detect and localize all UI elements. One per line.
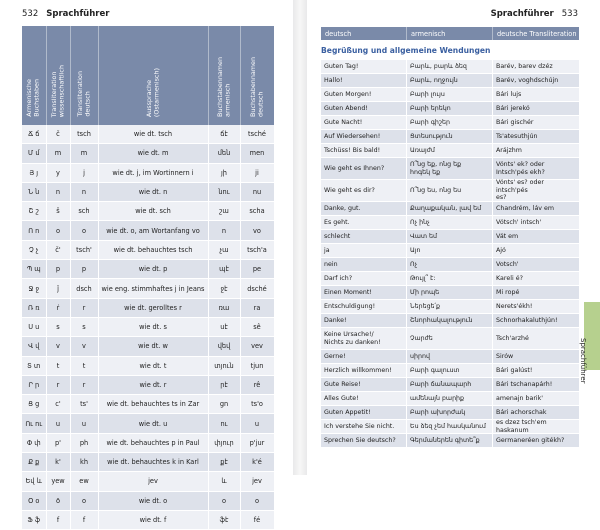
table-row (22, 453, 274, 472)
phrase-cell: Chandrém, láv em (496, 204, 555, 212)
table-cell: սէ (208, 317, 240, 336)
phrase-cell: Բարև, բարև ձեզ (407, 60, 493, 73)
table-row (22, 144, 274, 163)
table-row (22, 260, 274, 279)
col-header: Transliteration deutsch (70, 26, 98, 125)
phrase-cell: Ներեցե՛ք (407, 300, 493, 313)
phrase-cell: Ajó (496, 246, 506, 254)
phrase-cell: Arájzhm (496, 146, 522, 154)
col-header-transliteration: deutsche Transliteration (497, 29, 577, 38)
table-cell: փյուր (208, 433, 240, 452)
table-cell: s (70, 317, 98, 336)
phrase-cell: սիրով (407, 350, 493, 363)
phrase-cell: ամենայն բարիք (407, 392, 493, 405)
table-cell: ջէ (208, 279, 240, 298)
list-item (321, 144, 579, 158)
table-row (22, 240, 274, 259)
phrase-cell: Mi ropé (496, 288, 520, 296)
table-cell: n (46, 182, 70, 201)
phrase-table (321, 60, 579, 448)
col-header: Aussprache (Ostarmenisch) (98, 26, 208, 125)
phrase-cell: Bári tschanapárh! (496, 380, 553, 388)
phrase-cell: Wie geht es Ihnen? (321, 158, 407, 179)
phrase-cell: Darf ich? (321, 272, 407, 285)
table-cell: tsch'a (240, 240, 274, 259)
phrase-cell: Մի րոպե (407, 286, 493, 299)
table-cell: Ճ ճ (22, 125, 46, 144)
right-page-header (491, 0, 578, 28)
table-row (22, 279, 274, 298)
phrase-cell: Առայժմ (407, 144, 493, 157)
phrase-cell: Bári galúst! (496, 366, 533, 374)
phrase-cell: Guten Abend! (321, 102, 407, 115)
table-cell: րէ (208, 375, 240, 394)
list-item (321, 314, 579, 328)
phrase-cell: Vótsch' intsch' (496, 218, 542, 226)
table-cell: ṙ (46, 298, 70, 317)
table-row (22, 317, 274, 336)
table-cell: f (70, 510, 98, 529)
table-cell: fé (240, 510, 274, 529)
table-cell: Շ շ (22, 202, 46, 221)
table-cell: j (70, 163, 98, 182)
table-cell: vo (240, 221, 274, 240)
table-row (22, 356, 274, 375)
table-cell: č' (46, 240, 70, 259)
table-cell: շա (208, 202, 240, 221)
phrase-cell: Es geht. (321, 216, 407, 229)
table-cell: n (70, 182, 98, 201)
list-item (321, 244, 579, 258)
phrase-cell: Barév, barev dzéz (496, 62, 553, 70)
table-row (22, 491, 274, 510)
phrase-cell: Վատ եմ (407, 230, 493, 243)
phrase-cell: Բարի ախորժակ (407, 406, 493, 419)
table-cell: wie dt. s (98, 317, 208, 336)
phrase-cell: Danke, gut. (321, 202, 407, 215)
list-item (321, 258, 579, 272)
table-cell: vev (240, 337, 274, 356)
phrase-cell: Ts'atesuthjún (496, 132, 538, 140)
phrase-cell: Schnorhakaluthjún! (496, 316, 558, 324)
table-cell: Ր ր (22, 375, 46, 394)
table-cell: wie dt. n (98, 182, 208, 201)
phrase-cell: Guten Morgen! (321, 88, 407, 101)
phrase-cell: Tsch'arzhé (496, 334, 529, 342)
phrase-cell: schlecht (321, 230, 407, 243)
list-item (321, 116, 579, 130)
table-cell: wie dt. w (98, 337, 208, 356)
table-cell: r (46, 375, 70, 394)
table-cell: kh (70, 453, 98, 472)
table-cell: wie dt. r (98, 375, 208, 394)
table-cell: tsch (70, 125, 98, 144)
phrase-cell: Alles Gute! (321, 392, 407, 405)
phrase-cell: Բարի գիշեր (407, 116, 493, 129)
table-cell: wie dt. sch (98, 202, 208, 221)
table-row (22, 163, 274, 182)
table-cell: ռա (208, 298, 240, 317)
list-item (321, 300, 579, 314)
phrase-cell: Թույլ՞ է: (407, 272, 493, 285)
table-cell: Պ պ (22, 260, 46, 279)
phrase-cell: Vónts' es? oder intsch'pés es? (496, 178, 544, 202)
col-header: Buchstabennamen armenisch (208, 26, 240, 125)
table-cell: Չ չ (22, 240, 46, 259)
table-cell: sch (70, 202, 98, 221)
left-page-number: 532 (22, 9, 39, 19)
list-item (321, 392, 579, 406)
phrase-cell: Keine Ursache!/ Nichts zu danken! (321, 328, 407, 349)
col-header-deutsch: deutsch (321, 27, 407, 40)
table-cell: š (46, 202, 70, 221)
table-cell: Օ օ (22, 491, 46, 510)
table-cell: ու (208, 414, 240, 433)
table-row (22, 414, 274, 433)
table-cell: k' (46, 453, 70, 472)
phrase-cell: Ո՞նց եք, ոնց եք հոգեկ եք (407, 158, 493, 179)
table-cell: men (240, 144, 274, 163)
table-cell: wie dt. behauchtes ts in Zar (98, 395, 208, 414)
table-cell: nu (240, 182, 274, 201)
table-row (22, 298, 274, 317)
table-cell: f (46, 510, 70, 529)
phrase-cell: Bári gischér (496, 118, 534, 126)
phrase-cell: Բարի երեկո (407, 102, 493, 115)
table-cell: dsch (70, 279, 98, 298)
phrase-cell: Einen Moment! (321, 286, 407, 299)
table-cell: wie dt. o (98, 491, 208, 510)
table-cell: wie dt. m (98, 144, 208, 163)
table-cell: č (46, 125, 70, 144)
table-cell: քէ (208, 453, 240, 472)
right-running-title: Sprachführer (490, 9, 554, 19)
phrase-cell: Germaneréen gitékh? (496, 436, 565, 444)
table-cell: wie dt. behauchtes k in Karl (98, 453, 208, 472)
phrase-cell: Entschuldigung! (321, 300, 407, 313)
table-cell: ո (208, 221, 240, 240)
list-item (321, 130, 579, 144)
list-item (321, 378, 579, 392)
right-page-number: 533 (561, 9, 578, 19)
list-item (321, 74, 579, 88)
table-cell: տյուն (208, 356, 240, 375)
table-cell: ֆէ (208, 510, 240, 529)
table-cell: tsché (240, 125, 274, 144)
phrase-cell: Չարժե (407, 328, 493, 349)
phrase-cell: nein (321, 258, 407, 271)
phrase-cell: Nerets'ékh! (496, 302, 533, 310)
table-row (22, 510, 274, 529)
phrase-cell: ja (321, 244, 407, 257)
table-cell: v (46, 337, 70, 356)
table-cell: y (46, 163, 70, 182)
phrase-cell: Bári jerekó (496, 104, 530, 112)
table-row (22, 202, 274, 221)
table-row (22, 221, 274, 240)
phrase-cell: Ոչ ինչ (407, 216, 493, 229)
table-row (22, 433, 274, 452)
phrase-cell: Բարի լույս (407, 88, 493, 101)
table-cell: ji (240, 163, 274, 182)
book-gutter (293, 0, 307, 475)
phrase-cell: Այո (407, 244, 493, 257)
table-cell: ts'o (240, 395, 274, 414)
table-cell: և (208, 472, 240, 491)
list-item (321, 202, 579, 216)
table-cell: Տ տ (22, 356, 46, 375)
table-cell: p (70, 260, 98, 279)
table-cell: Ո ո (22, 221, 46, 240)
col-header-armenisch: armenisch (407, 27, 493, 40)
table-cell: մեն (208, 144, 240, 163)
phrase-cell: Barév, voghdschújn (496, 76, 559, 84)
table-cell: wie dt. tsch (98, 125, 208, 144)
table-cell: u (70, 414, 98, 433)
list-item (321, 102, 579, 116)
table-cell: k'é (240, 453, 274, 472)
table-cell: r (70, 375, 98, 394)
list-item (321, 434, 579, 448)
col-header: Buchstabennamen deutsch (240, 26, 274, 125)
phrase-cell: Ո՞նց ես, ոնց ես (407, 180, 493, 201)
table-cell: ew (70, 472, 98, 491)
table-cell: r (70, 298, 98, 317)
table-cell: sê (240, 317, 274, 336)
table-cell: ra (240, 298, 274, 317)
table-cell: o (70, 221, 98, 240)
alphabet-table-header (22, 26, 274, 125)
table-cell: jev (98, 472, 208, 491)
phrase-cell: Ոչ (407, 258, 493, 271)
table-cell: pe (240, 260, 274, 279)
table-cell: Ք ք (22, 453, 46, 472)
table-cell: Ն ն (22, 182, 46, 201)
table-cell: ō (46, 491, 70, 510)
phrase-cell: Auf Wiedersehen! (321, 130, 407, 143)
list-item (321, 180, 579, 202)
table-cell: ցո (208, 395, 240, 414)
table-cell: tsch' (70, 240, 98, 259)
phrase-cell: Herzlich willkommen! (321, 364, 407, 377)
side-tab-label: Sprachführer (579, 338, 587, 384)
table-cell: Յ յ (22, 163, 46, 182)
table-cell: scha (240, 202, 274, 221)
phrase-cell: Sirów (496, 352, 514, 360)
section-title: Begrüßung und allgemeine Wendungen (321, 46, 491, 55)
phrase-cell: Շնորհակալություն (407, 314, 493, 327)
table-cell: t (70, 356, 98, 375)
table-row (22, 337, 274, 356)
phrase-cell: Ich verstehe Sie nicht. (321, 420, 407, 433)
phrase-cell: Bári achorschak (496, 408, 547, 416)
table-cell: o (240, 491, 274, 510)
phrase-cell: Guten Tag! (321, 60, 407, 73)
table-row (22, 395, 274, 414)
phrase-cell: Gute Nacht! (321, 116, 407, 129)
list-item (321, 286, 579, 300)
table-cell: wie dt. behauchtes tsch (98, 240, 208, 259)
table-cell: Ս ս (22, 317, 46, 336)
phrase-cell: Բարի ճանապարհ (407, 378, 493, 391)
table-cell: Փ փ (22, 433, 46, 452)
phrase-cell: amenajn barik' (496, 394, 544, 402)
table-row (22, 125, 274, 144)
table-cell: rê (240, 375, 274, 394)
table-cell: wie dt. p (98, 260, 208, 279)
table-cell: Եվ և (22, 472, 46, 491)
table-cell: նու (208, 182, 240, 201)
col-header: Armenische Buchstaben (22, 26, 46, 125)
list-item (321, 88, 579, 102)
phrase-table-header (321, 27, 579, 40)
table-cell: s (46, 317, 70, 336)
table-cell: wie dt. t (98, 356, 208, 375)
table-cell: յի (208, 163, 240, 182)
table-cell: wie eng. stimmhaftes j in Jeans (98, 279, 208, 298)
table-cell: yew (46, 472, 70, 491)
phrase-cell: Hallo! (321, 74, 407, 87)
table-cell: wie dt. o, am Wortanfang vo (98, 221, 208, 240)
table-cell: p (46, 260, 70, 279)
list-item (321, 216, 579, 230)
table-cell: Ռ ռ (22, 298, 46, 317)
table-cell: m (70, 144, 98, 163)
phrase-cell: es dzez tsch'em haskanum (496, 418, 547, 434)
table-cell: օ (208, 491, 240, 510)
list-item (321, 350, 579, 364)
table-cell: t (46, 356, 70, 375)
table-cell: dsché (240, 279, 274, 298)
phrase-cell: Ցտեսություն (407, 130, 493, 143)
phrase-cell: Vónts' ek? oder Intsch'pés ekh? (496, 160, 545, 176)
table-cell: p' (46, 433, 70, 452)
phrase-cell: Votsch' (496, 260, 519, 268)
alphabet-table (22, 26, 275, 530)
table-cell: ǰ (46, 279, 70, 298)
phrase-cell: Wie geht es dir? (321, 180, 407, 201)
table-cell: ts' (70, 395, 98, 414)
table-cell: u (46, 414, 70, 433)
table-cell: wie dt. u (98, 414, 208, 433)
table-row (22, 375, 274, 394)
table-cell: Ջ ջ (22, 279, 46, 298)
table-cell: wie dt. behauchtes p in Paul (98, 433, 208, 452)
table-cell: պէ (208, 260, 240, 279)
table-cell: ph (70, 433, 98, 452)
phrase-cell: Gute Reise! (321, 378, 407, 391)
phrase-cell: Vát em (496, 232, 519, 240)
table-cell: wie dt. f (98, 510, 208, 529)
phrase-cell: Bári lujs (496, 90, 522, 98)
list-item (321, 60, 579, 74)
list-item (321, 328, 579, 350)
left-running-title: Sprachführer (46, 9, 110, 19)
table-cell: o (70, 491, 98, 510)
left-page-header (22, 0, 109, 28)
phrase-cell: Guten Appetit! (321, 406, 407, 419)
col-header: Transliteration wissenschaftlich (46, 26, 70, 125)
table-cell: վեվ (208, 337, 240, 356)
table-cell: wie dt. gerolltes r (98, 298, 208, 317)
table-cell: Ու ու (22, 414, 46, 433)
table-cell: o (46, 221, 70, 240)
list-item (321, 364, 579, 378)
phrase-cell: Tschüss! Bis bald! (321, 144, 407, 157)
phrase-cell: Բարի գալուստ (407, 364, 493, 377)
table-cell: u (240, 414, 274, 433)
table-cell: Վ վ (22, 337, 46, 356)
table-cell: չա (208, 240, 240, 259)
table-cell: v (70, 337, 98, 356)
phrase-cell: Գերմաներեն գիտե՞ք (407, 434, 493, 447)
table-cell: Մ մ (22, 144, 46, 163)
table-cell: m (46, 144, 70, 163)
table-row (22, 182, 274, 201)
phrase-cell: Բարև, ողջույն (407, 74, 493, 87)
table-cell: ճէ (208, 125, 240, 144)
phrase-cell: Kareli é? (496, 274, 523, 282)
table-cell: tjun (240, 356, 274, 375)
list-item (321, 420, 579, 434)
phrase-cell: Sprechen Sie deutsch? (321, 434, 407, 447)
table-cell: wie dt. j, im Wortinnern i (98, 163, 208, 182)
phrase-cell: Քաղաքական, լավ եմ (407, 202, 493, 215)
list-item (321, 230, 579, 244)
list-item (321, 272, 579, 286)
list-item (321, 158, 579, 180)
table-cell: Ց ց (22, 395, 46, 414)
phrase-cell: Danke! (321, 314, 407, 327)
table-cell: jev (240, 472, 274, 491)
phrase-cell: Gerne! (321, 350, 407, 363)
table-cell: c' (46, 395, 70, 414)
table-cell: Ֆ ֆ (22, 510, 46, 529)
table-cell: p'jur (240, 433, 274, 452)
phrase-cell: Ես ձեզ չեմ հասկանում (407, 420, 493, 433)
